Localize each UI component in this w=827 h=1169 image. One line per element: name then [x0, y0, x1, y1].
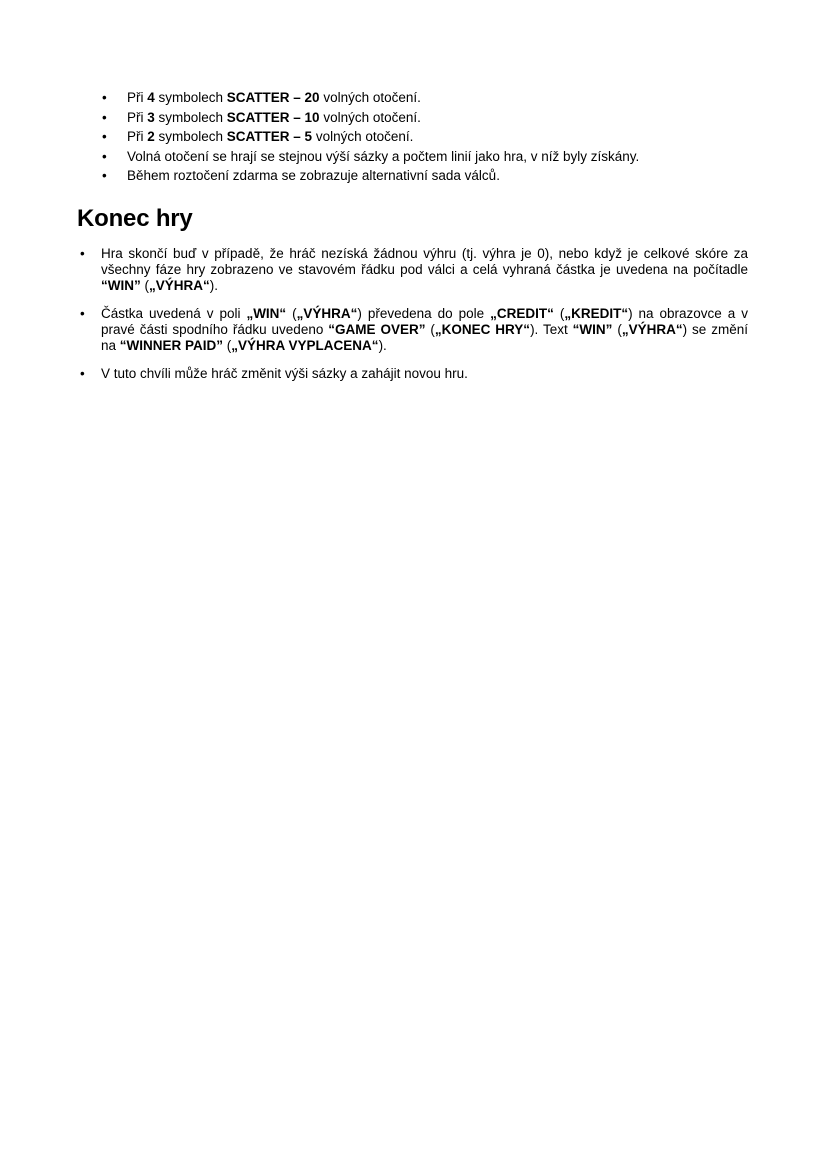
paragraph-text: V tuto chvíli může hráč změnit výši sázky a zahájit novou hru. — [101, 366, 468, 381]
bullet-icon: • — [102, 148, 107, 164]
list-item — [102, 148, 747, 165]
list-item — [102, 168, 747, 184]
scatter-free-spins-list — [102, 90, 747, 188]
list-item-text: Během roztočení zdarma se zobrazuje alternativní sada válců. — [127, 168, 500, 183]
list-item-text: Při 3 symbolech SCATTER – 10 volných otočení. — [127, 109, 421, 125]
paragraph-text: Hra skončí buď v případě, že hráč nezíská žádnou výhru (tj. výhra je 0), nebo když je celkové skóre za všechny fáze hry zobrazeno ve stavovém řádku pod válci a celá vyhraná částka je uvedena na počítadle “WIN” („VÝHRA“). — [101, 246, 748, 293]
bullet-icon: • — [80, 366, 85, 381]
paragraph-item — [80, 306, 749, 354]
paragraph-item — [80, 366, 748, 382]
list-item-text: Při 4 symbolech SCATTER – 20 volných otočení. — [127, 90, 421, 105]
bullet-icon: • — [102, 129, 107, 144]
list-item — [102, 129, 747, 145]
list-item — [102, 109, 747, 126]
bullet-icon: • — [102, 168, 107, 183]
section-heading: Konec hry — [77, 205, 193, 232]
bullet-icon: • — [80, 306, 85, 321]
paragraph-text: Částka uvedená v poli „WIN“ („VÝHRA“) převedena do pole „CREDIT“ („KREDIT“) na obrazovce a v pravé části spodního řádku uvedeno “GAME OVER” („KONEC HRY“). Text “WIN” („VÝHRA“) se změní na “WINNER PAID” („VÝHRA VYPLACENA“). — [101, 306, 749, 353]
bullet-icon: • — [102, 90, 107, 105]
list-item — [102, 90, 747, 106]
bullet-icon: • — [80, 246, 85, 261]
bullet-icon: • — [102, 109, 107, 125]
list-item-text: Při 2 symbolech SCATTER – 5 volných otočení. — [127, 129, 414, 144]
end-of-game-list — [80, 246, 749, 394]
list-item-text: Volná otočení se hrají se stejnou výší sázky a počtem linií jako hra, v níž byly získány. — [127, 148, 640, 164]
paragraph-item — [80, 246, 748, 294]
